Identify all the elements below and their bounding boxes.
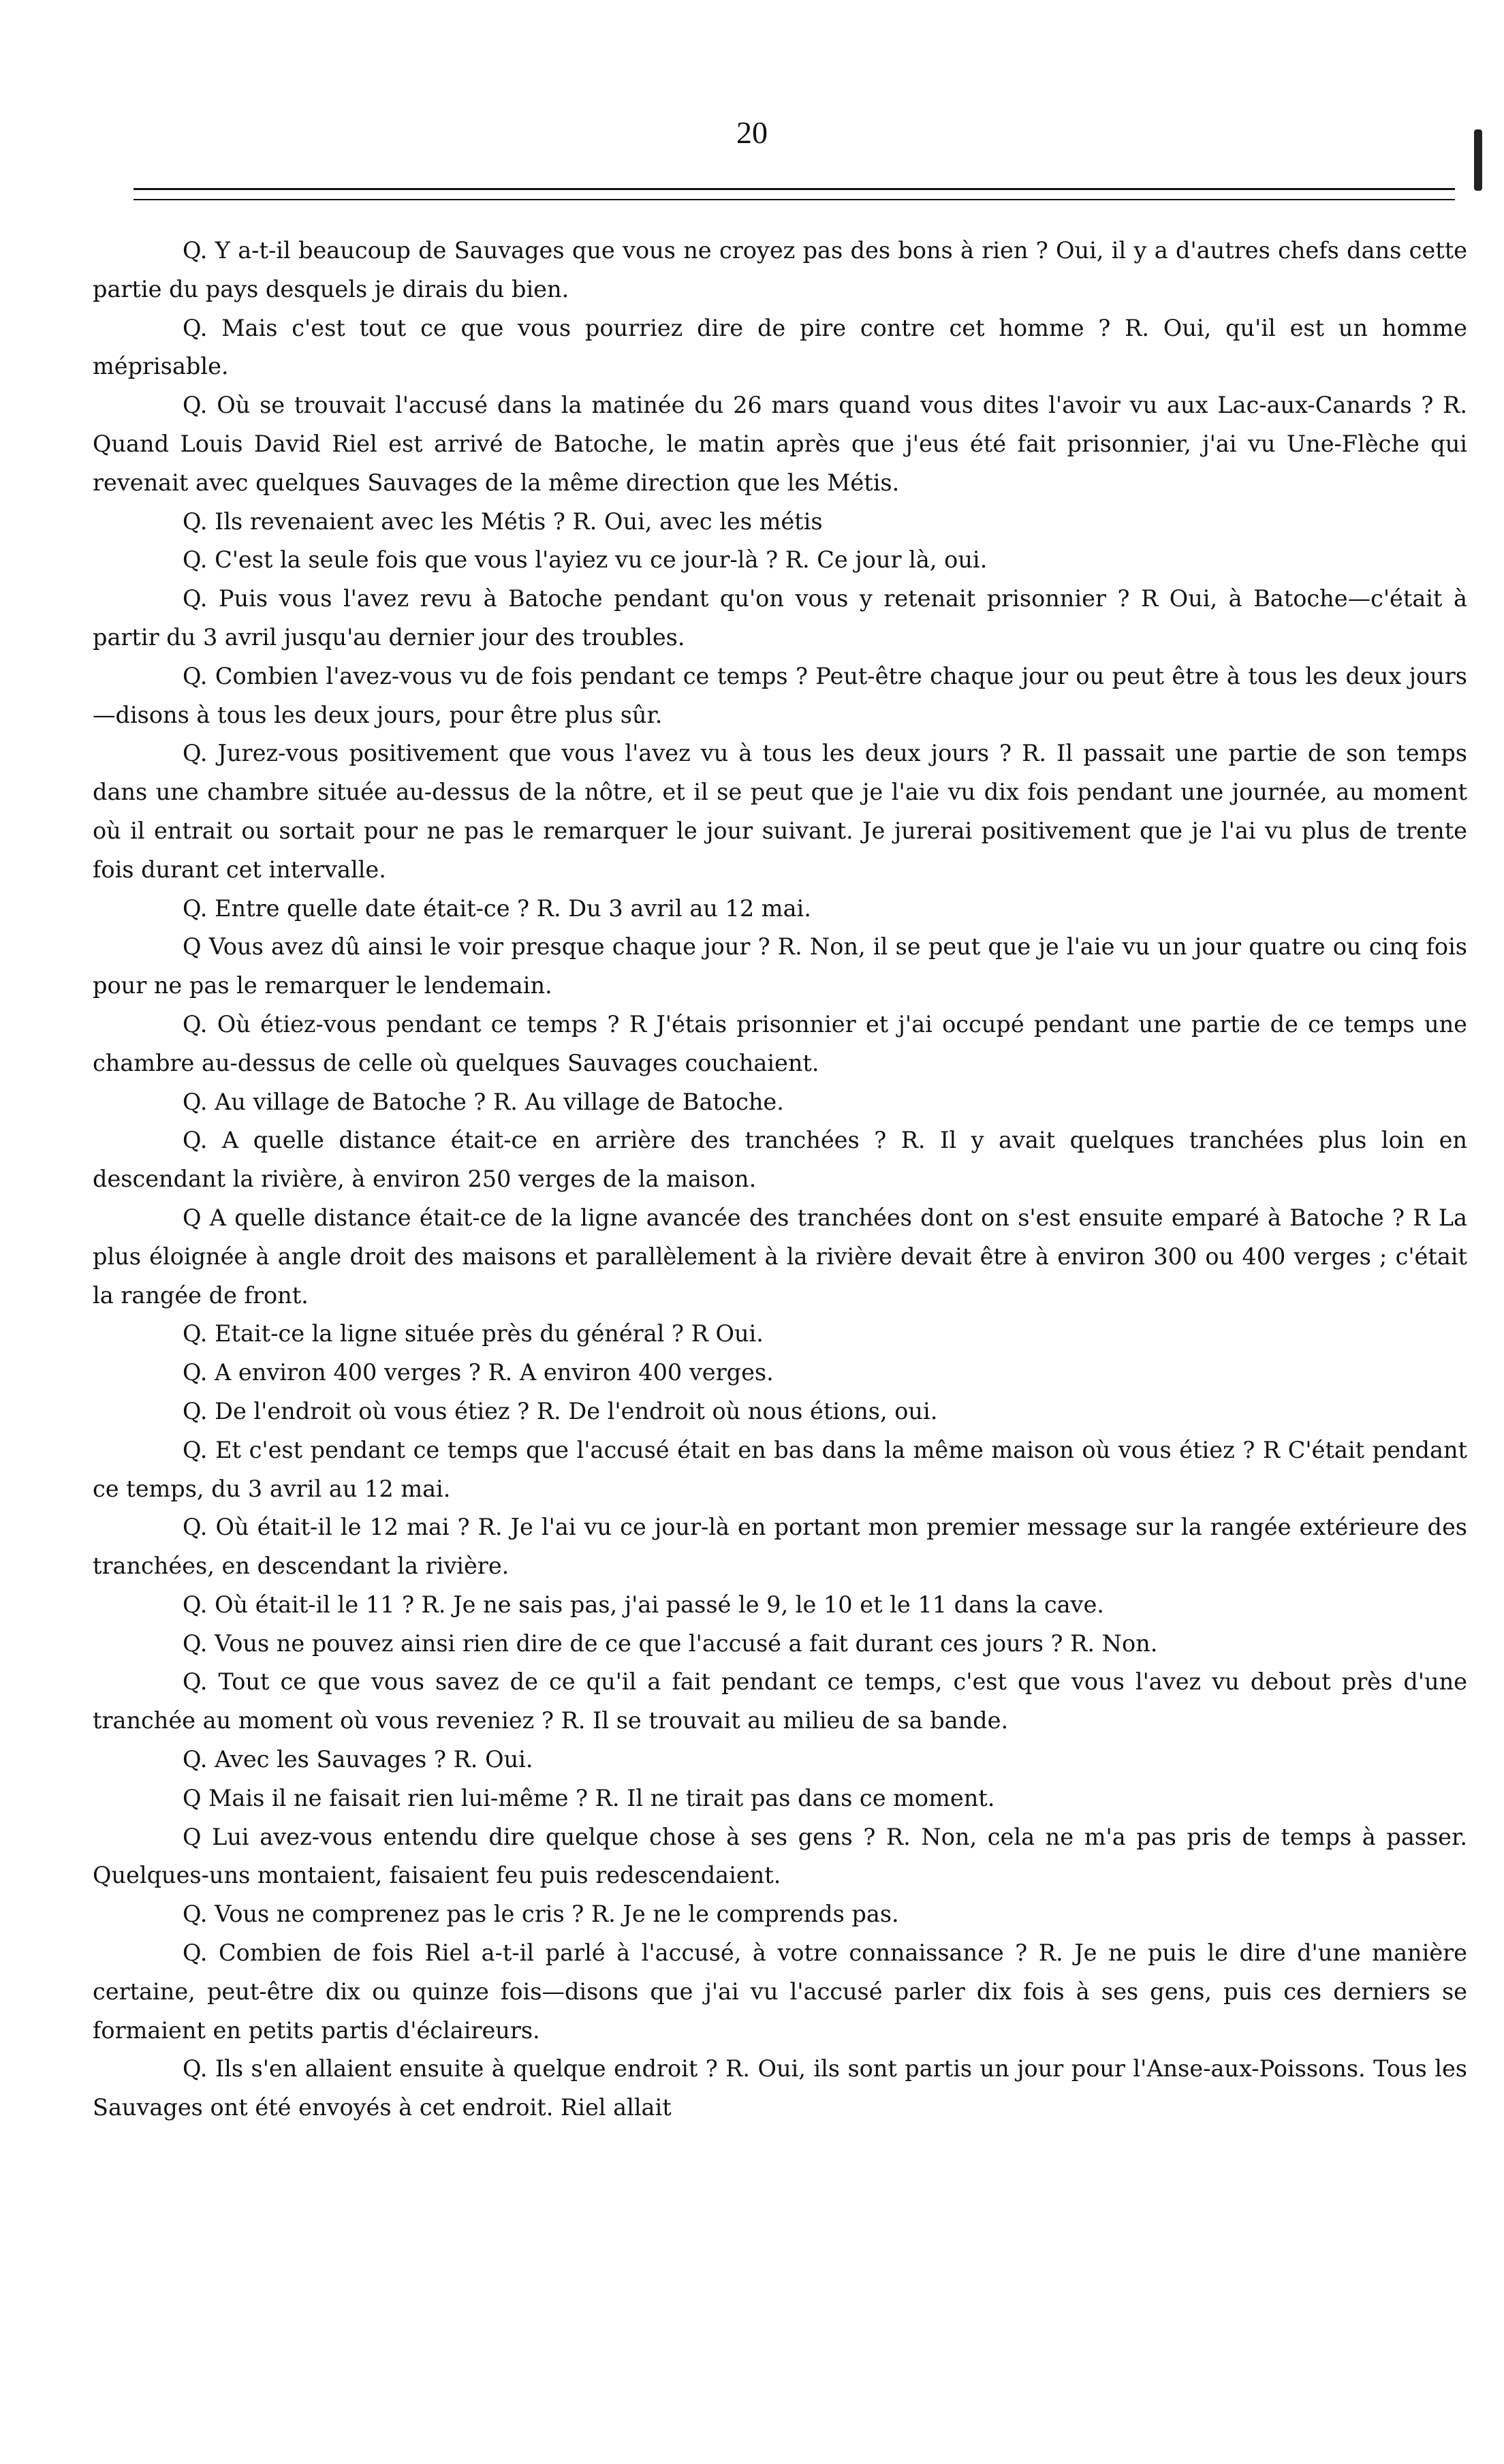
testimony-paragraph: Q. A quelle distance était-ce en arrière des tranchées ? R. Il y avait quelques tranchées plus loin en descendant la rivière, à environ 250 verges de la maison.: [93, 1127, 1467, 1193]
testimony-paragraph: Q. C'est la seule fois que vous l'ayiez vu ce jour-là ? R. Ce jour là, oui.: [183, 546, 988, 574]
testimony-paragraph: Q. Combien de fois Riel a-t-il parlé à l'accusé, à votre connaissance ? R. Je ne puis le dire d'une manière certaine, peut-être dix ou quinze fois—disons que j'ai vu l'accusé parler dix fois à ses gens, puis ces derniers se formaient en petits partis d'éclaireurs.: [93, 1939, 1467, 2044]
testimony-paragraph: Q. Vous ne comprenez pas le cris ? R. Je ne le comprends pas.: [183, 1901, 899, 1928]
testimony-paragraph: Q. Et c'est pendant ce temps que l'accusé était en bas dans la même maison où vous étiez ? R C'était pendant ce temps, du 3 avril au 12 mai.: [93, 1436, 1467, 1502]
testimony-paragraph: Q. Au village de Batoche ? R. Au village de Batoche.: [183, 1088, 784, 1115]
testimony-paragraph: Q. Y a-t-il beaucoup de Sauvages que vous ne croyez pas des bons à rien ? Oui, il y a d'autres chefs dans cette partie du pays desquels je dirais du bien.: [93, 237, 1467, 302]
testimony-paragraph: Q. Tout ce que vous savez de ce qu'il a fait pendant ce temps, c'est que vous l'avez vu debout près d'une tranchée au moment où vous reveniez ? R. Il se trouvait au milieu de sa bande.: [93, 1668, 1467, 1734]
testimony-paragraph: Q. Etait-ce la ligne située près du général ? R Oui.: [183, 1320, 764, 1347]
testimony-paragraph: Q. Jurez-vous positivement que vous l'avez vu à tous les deux jours ? R. Il passait une partie de son temps dans une chambre située au-dessus de la nôtre, et il se peut que je l'aie vu dix fois pendant une journée, au moment où il entrait ou sortait pour ne pas le remarquer le jour suivant. Je jurerai positivement que je l'ai vu plus de trente fois durant cet intervalle.: [93, 740, 1467, 883]
testimony-paragraph: Q. Ils revenaient avec les Métis ? R. Oui, avec les métis: [183, 508, 823, 535]
testimony-paragraph: Q Mais il ne faisait rien lui-même ? R. Il ne tirait pas dans ce moment.: [183, 1784, 995, 1811]
testimony-paragraph: Q. Où était-il le 11 ? R. Je ne sais pas, j'ai passé le 9, le 10 et le 11 dans la cave.: [183, 1591, 1104, 1618]
testimony-paragraph: Q. Ils s'en allaient ensuite à quelque endroit ? R. Oui, ils sont partis un jour pour l'Anse-aux-Poissons. Tous les Sauvages ont été envoyés à cet endroit. Riel allait: [93, 2055, 1467, 2121]
testimony-paragraph: Q A quelle distance était-ce de la ligne avancée des tranchées dont on s'est ensuite emparé à Batoche ? R La plus éloignée à angle droit des maisons et parallèlement à la rivière devait être à environ 300 ou 400 verges ; c'était la rangée de front.: [93, 1204, 1467, 1309]
testimony-paragraph: Q. Où étiez-vous pendant ce temps ? R J'étais prisonnier et j'ai occupé pendant une partie de ce temps une chambre au-dessus de celle où quelques Sauvages couchaient.: [93, 1010, 1467, 1076]
testimony-paragraph: Q. Vous ne pouvez ainsi rien dire de ce que l'accusé a fait durant ces jours ? R. Non.: [183, 1629, 1158, 1657]
testimony-paragraph: Q. Avec les Sauvages ? R. Oui.: [183, 1746, 533, 1773]
testimony-paragraph: Q. De l'endroit où vous étiez ? R. De l'endroit où nous étions, oui.: [183, 1397, 938, 1424]
testimony-paragraph: Q. Entre quelle date était-ce ? R. Du 3 avril au 12 mai.: [183, 894, 811, 922]
testimony-paragraph: Q. Où se trouvait l'accusé dans la matinée du 26 mars quand vous dites l'avoir vu aux Lac-aux-Canards ? R. Quand Louis David Riel est arrivé de Batoche, le matin après que j'eus été fait prisonnier, j'ai vu Une-Flèche qui revenait avec quelques Sauvages de la même direction que les Métis.: [93, 392, 1467, 496]
testimony-paragraph: Q. Mais c'est tout ce que vous pourriez dire de pire contre cet homme ? R. Oui, qu'il est un homme méprisable.: [93, 314, 1467, 380]
testimony-paragraph: Q. Où était-il le 12 mai ? R. Je l'ai vu ce jour-là en portant mon premier message sur la rangée extérieure des tranchées, en descendant la rivière.: [93, 1514, 1467, 1580]
binding-mark: [1474, 129, 1482, 191]
testimony-body: [93, 232, 1467, 2127]
header-rule-top: [134, 188, 1455, 190]
page-number: 20: [736, 115, 768, 150]
testimony-paragraph: Q Lui avez-vous entendu dire quelque chose à ses gens ? R. Non, cela ne m'a pas pris de temps à passer. Quelques-uns montaient, faisaient feu puis redescendaient.: [93, 1823, 1467, 1889]
testimony-paragraph: Q Vous avez dû ainsi le voir presque chaque jour ? R. Non, il se peut que je l'aie vu un jour quatre ou cinq fois pour ne pas le remarquer le lendemain.: [93, 933, 1467, 999]
testimony-paragraph: Q. A environ 400 verges ? R. A environ 400 verges.: [183, 1359, 774, 1386]
testimony-paragraph: Q. Combien l'avez-vous vu de fois pendant ce temps ? Peut-être chaque jour ou peut être à tous les deux jours—disons à tous les deux jours, pour être plus sûr.: [93, 662, 1467, 728]
testimony-paragraph: Q. Puis vous l'avez revu à Batoche pendant qu'on vous y retenait prisonnier ? R Oui, à Batoche—c'était à partir du 3 avril jusqu'au dernier jour des troubles.: [93, 585, 1467, 651]
header-rule-bottom: [134, 199, 1455, 200]
